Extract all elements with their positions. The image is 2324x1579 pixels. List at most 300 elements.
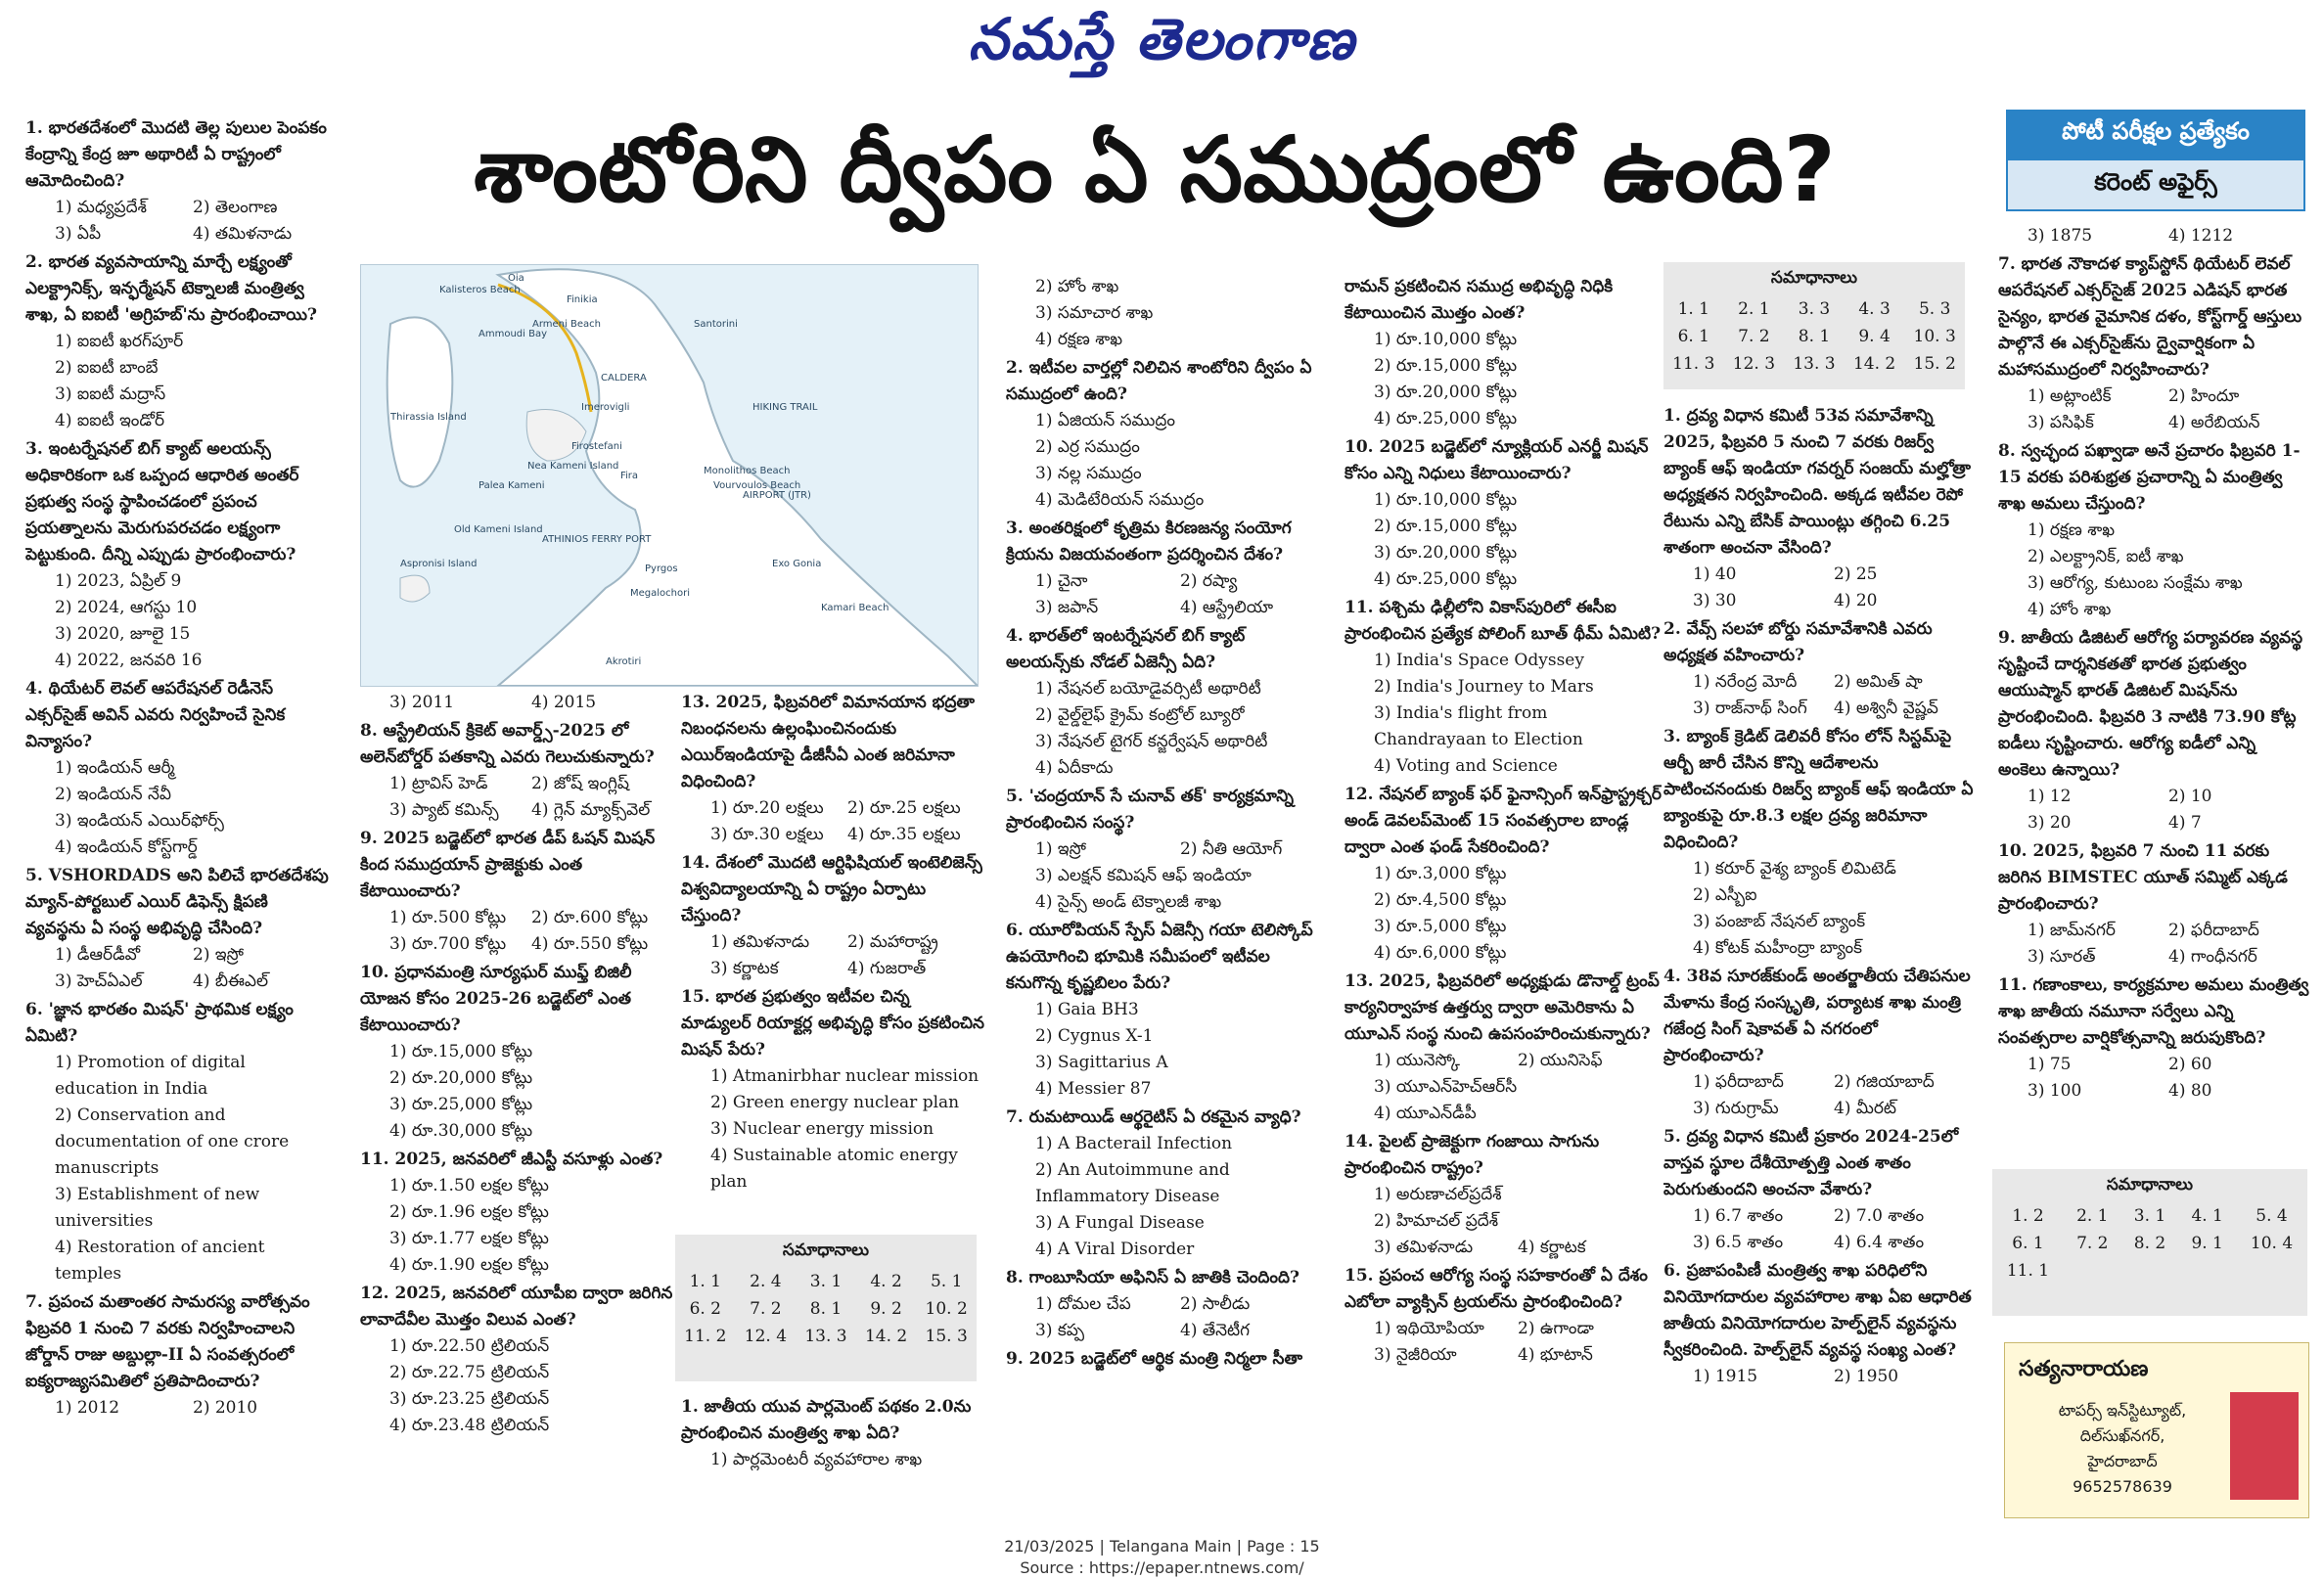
question-item xyxy=(1344,969,1662,1127)
question-item xyxy=(25,115,331,248)
option-text: 3) సూరత్ xyxy=(2028,947,2096,967)
option-text: 3) రూ.30 లక్షలు xyxy=(710,825,824,844)
answers-row xyxy=(1663,350,1965,378)
option-text: 2) 1950 xyxy=(1834,1367,1899,1386)
option-text: 3) 2020, జూలై 15 xyxy=(55,624,191,644)
masthead: నమస్తే తెలంగాణ xyxy=(968,6,1356,72)
option-text: 2) ఉగాండా xyxy=(1518,1319,1594,1338)
option-text: 1) మధ్యప్రదేశ్ xyxy=(55,198,147,217)
option-text: 2) సాలీడు xyxy=(1180,1294,1251,1314)
question-text: 11. 2025, జనవరిలో జీఎస్టీ వసూళ్లు ఎంత? xyxy=(360,1150,663,1169)
option-text: 3) 100 xyxy=(2028,1081,2082,1101)
option-text: 4) 2022, జనవరి 16 xyxy=(55,651,203,670)
answer-cell: 6. 1 xyxy=(2012,1234,2044,1253)
option-row xyxy=(681,956,984,982)
question-text: 8. ఆస్ట్రేలియన్ క్రికెట్ అవార్డ్స్-2025 లో అలెన్‌బోర్డర్ పతకాన్ని ఎవరు గెలుచుకున్నారు? xyxy=(360,721,655,767)
answer-cell: 13. 3 xyxy=(804,1327,847,1346)
option-row xyxy=(1663,669,1975,696)
column-3-bottom xyxy=(681,1394,984,1492)
option-row xyxy=(1998,918,2309,944)
option-row xyxy=(25,942,331,969)
author-institute: టాపర్స్ ఇన్‌స్టిట్యూట్, xyxy=(2058,1401,2187,1420)
map-label: Kamari Beach xyxy=(821,603,889,613)
question-text: 14. దేశంలో మొదటి ఆర్టిఫిషియల్ ఇంటెలిజెన్స్ విశ్వవిద్యాలయాన్ని ఏ రాష్ట్రం ఏర్పాటు చేస్తుంది? xyxy=(681,853,982,925)
option-text: 1) India's Space Odyssey xyxy=(1374,651,1584,670)
option-row xyxy=(1998,410,2309,436)
option-text: 2) యునిసెఫ్ xyxy=(1518,1051,1603,1070)
question-item xyxy=(1006,623,1325,782)
option-text: 2) రూ.20,000 కోట్లు xyxy=(389,1068,533,1088)
option-row xyxy=(1344,1316,1662,1342)
option-text: 2) An Autoimmune and Inflammatory Disease xyxy=(1035,1160,1230,1206)
answer-cell: 8. 1 xyxy=(1798,327,1831,346)
option-text: 1) 12 xyxy=(2028,787,2072,806)
question-text: 15. ప్రపంచ ఆరోగ్య సంస్థ సహకారంతో ఏ దేశం ఎబోలా వ్యాక్సిన్ ట్రయల్‌ను ప్రారంభించింది? xyxy=(1344,1266,1648,1312)
map-label: Imerovigli xyxy=(581,402,630,413)
map-label: HIKING TRAIL xyxy=(752,402,818,413)
footer-date-page: 21/03/2025 | Telangana Main | Page : 15 xyxy=(1004,1537,1320,1556)
option-text: 1) పార్లమెంటరీ వ్యవహారాల శాఖ xyxy=(710,1450,923,1469)
option-row xyxy=(1663,1096,1975,1122)
option-text: 1) 1915 xyxy=(1693,1367,1758,1386)
map-label: Vourvoulos Beach xyxy=(713,480,801,491)
option-text: 3) 30 xyxy=(1693,591,1737,610)
option-text: 3) తమిళనాడు xyxy=(1374,1238,1474,1257)
option-text: 2) 10 xyxy=(2168,787,2212,806)
option-text: 2) ఎస్బీఐ xyxy=(1693,885,1757,905)
question-text: 11. గణాంకాలు, కార్యక్రమాల అమలు మంత్రిత్వ శాఖ జాతీయ నమూనా సర్వేలు ఎన్ని సంవత్సరాల వార్షికోత్సవాన్ని జరుపుకొంది? xyxy=(1998,975,2309,1048)
option-text: 1) ఏజియన్ సముద్రం xyxy=(1035,411,1175,430)
option-text: 4) A Viral Disorder xyxy=(1035,1240,1195,1259)
option-text: 3) పసిఫిక్ xyxy=(2028,413,2094,432)
map-label: Armeni Beach xyxy=(532,319,601,330)
option-text: 2) మహారాష్ట్ర xyxy=(847,932,938,952)
map-label: AIRPORT (JTR) xyxy=(743,490,811,501)
option-text: 2) రూ.15,000 కోట్లు xyxy=(1374,356,1518,376)
option-text: 4) కోటక్ మహీంద్రా బ్యాంక్ xyxy=(1693,938,1863,958)
answer-cell: 4. 2 xyxy=(870,1272,902,1291)
option-text: 4) ఇండియన్ కోస్ట్‌గార్డ్ xyxy=(55,837,198,857)
option-text: 2) తెలంగాణ xyxy=(193,198,278,217)
option-text: 3) రూ.20,000 కోట్లు xyxy=(1374,543,1518,563)
answers-row xyxy=(1992,1202,2307,1230)
option-text: 3) పంజాబ్ నేషనల్ బ్యాంక్ xyxy=(1693,912,1866,931)
option-text: 1) అరుణాచల్‌ప్రదేశ్ xyxy=(1374,1185,1502,1204)
option-row xyxy=(1006,568,1325,595)
option-row xyxy=(1998,784,2309,810)
map-label: Old Kameni Island xyxy=(454,524,543,535)
option-text: 3) Sagittarius A xyxy=(1035,1053,1168,1072)
question-item xyxy=(1663,616,1975,722)
question-item xyxy=(1663,724,1975,962)
option-row xyxy=(360,690,673,716)
question-text: 5. VSHORDADS అని పిలిచే భారతదేశపు మ్యాన్-పోర్టబుల్ ఎయిర్ డిఫెన్స్ క్షిపణి వ్యవస్థను ఏ సంస్థ అభివృద్ధి చేసింది? xyxy=(25,866,329,938)
column-3 xyxy=(681,690,984,1218)
option-text: 3) కర్ణాటక xyxy=(710,959,779,978)
option-text: 3) 1875 xyxy=(2028,226,2093,246)
answer-cell: 3. 3 xyxy=(1798,299,1831,319)
option-text: 2) రూ.15,000 కోట్లు xyxy=(1374,517,1518,536)
question-item xyxy=(1998,625,2309,836)
option-text: 4) అశ్వినీ వైష్ణవ్ xyxy=(1834,699,1938,718)
option-text: 2) రూ.25 లక్షలు xyxy=(847,798,961,818)
answer-cell: 2. 1 xyxy=(1738,299,1770,319)
author-phone: 9652578639 xyxy=(2073,1477,2172,1496)
option-row xyxy=(25,969,331,995)
option-row xyxy=(1344,1342,1662,1369)
option-text: 2) 60 xyxy=(2168,1055,2212,1074)
question-item xyxy=(25,676,331,861)
option-text: 1) రూ.1.50 లక్షల కోట్లు xyxy=(389,1176,549,1196)
map-label: Exo Gonia xyxy=(772,559,822,569)
option-row xyxy=(681,822,984,848)
answers-row xyxy=(675,1268,977,1295)
question-item xyxy=(360,960,673,1145)
answer-cell: 12. 3 xyxy=(1732,354,1776,374)
question-item xyxy=(1006,355,1325,514)
option-row xyxy=(25,221,331,248)
answer-cell: 5. 3 xyxy=(1918,299,1951,319)
question-item xyxy=(1006,1265,1325,1344)
option-row xyxy=(1998,383,2309,410)
option-text: 1) అట్లాంటిక్ xyxy=(2028,386,2112,406)
option-text: 3) నేషనల్ టైగర్ కన్జర్వేషన్ అథారిటీ xyxy=(1035,732,1268,751)
map-label: Akrotiri xyxy=(606,656,642,667)
option-text: 3) India's flight from Chandrayaan to Election xyxy=(1374,703,1583,749)
answer-cell: 9. 2 xyxy=(870,1299,902,1319)
option-text: 3) నల్ల సముద్రం xyxy=(1035,464,1142,483)
option-text: 4) రూ.6,000 కోట్లు xyxy=(1374,943,1507,963)
option-text: 1) రూ.3,000 కోట్లు xyxy=(1374,864,1507,883)
option-text: 2) 25 xyxy=(1834,564,1878,584)
option-text: 3) Nuclear energy mission xyxy=(710,1119,934,1139)
question-item xyxy=(681,984,984,1196)
option-text: 2) హిమాచల్ ప్రదేశ్ xyxy=(1374,1211,1499,1231)
option-text: 4) ఐఐటీ ఇండోర్ xyxy=(55,411,165,430)
option-text: 1) ఇస్రో xyxy=(1035,839,1086,859)
map-label: Ammoudi Bay xyxy=(478,329,547,339)
option-text: 1) తమిళనాడు xyxy=(710,932,810,952)
option-text: 2) ఇండియన్ నేవీ xyxy=(55,785,171,804)
author-area: దిల్‌సుఖ్‌నగర్, xyxy=(2079,1426,2165,1445)
option-text: 3) Establishment of new universities xyxy=(55,1185,260,1231)
answer-cell: 9. 4 xyxy=(1858,327,1891,346)
answer-cell: 15. 3 xyxy=(925,1327,968,1346)
option-text: 2) రష్యా xyxy=(1180,571,1238,591)
option-text: 4) 7 xyxy=(2168,813,2202,833)
option-text: 2) హోం శాఖ xyxy=(1035,277,1119,296)
answer-cell: 10. 2 xyxy=(925,1299,968,1319)
santorini-map-graphic xyxy=(361,265,978,686)
option-row xyxy=(1663,1364,1975,1390)
answer-cell xyxy=(2236,1257,2307,1285)
question-item xyxy=(360,826,673,958)
option-text: 2) ఐఐటీ బాంబే xyxy=(55,358,159,378)
answer-cell: 5. 4 xyxy=(2256,1206,2288,1226)
option-text: 1) Gaia BH3 xyxy=(1035,1000,1139,1019)
answers-title: సమాధానాలు xyxy=(2106,1175,2194,1195)
option-text: 1) ట్రావిస్ హెడ్ xyxy=(389,774,488,793)
question-text: 12. నేషనల్ బ్యాంక్ ఫర్ ఫైనాన్సింగ్ ఇన్‌ఫ్రాస్ట్రక్చర్ అండ్ డెవలప్‌మెంట్ 15 సంవత్సరాల బాండ్ల ద్వారా ఎంత ఫండ్ సేకరించింది? xyxy=(1344,785,1662,857)
option-text: 3) జపాన్ xyxy=(1035,598,1099,617)
question-text: 6. యూరోపియన్ స్పేస్ ఏజెన్సీ గయా టెలిస్కోప్ ఉపయోగించి భూమికి సమీపంలో ఇటీవల కనుగొన్న కృష్ణబిలం పేరు? xyxy=(1006,921,1313,993)
author-name: సత్యనారాయణ xyxy=(2019,1357,2149,1381)
option-text: 1) చైనా xyxy=(1035,571,1088,591)
question-text: 10. 2025, ఫిబ్రవరి 7 నుంచి 11 వరకు జరిగిన BIMSTEC యూత్ సమ్మిట్ ఎక్కడ ప్రారంభించారు? xyxy=(1998,841,2288,914)
question-text: 6. ప్రజాపంపిణీ మంత్రిత్వ శాఖ పరిధిలోని వినియోగదారుల వ్యవహారాల శాఖ ఏఐ ఆధారిత జాతీయ వినియోగదారుల హెల్ప్‌లైన్ వ్యవస్థను స్వీకరించింది. హెల్ప్‌లైన్ వ్యవస్థ సంఖ్య ఎంత? xyxy=(1663,1261,1972,1360)
option-text: 4) రూ.23.48 ట్రిలియన్ xyxy=(389,1416,550,1435)
option-text: 3) ప్యాట్ కమిన్స్ xyxy=(389,800,499,820)
question-text: 4. భారత్‌లో ఇంటర్నేషనల్ బిగ్ క్యాట్ అలయన్స్‌కు నోడల్ ఏజెన్సీ ఏది? xyxy=(1006,626,1246,672)
map-label: Monolithos Beach xyxy=(704,466,791,476)
option-text: 1) A Bacterail Infection xyxy=(1035,1134,1233,1153)
option-text: 2) ఇస్రో xyxy=(193,945,244,965)
author-info xyxy=(2015,1398,2230,1500)
option-text: 2) Conservation and documentation of one crore manuscripts xyxy=(55,1105,290,1178)
question-item xyxy=(1663,1258,1975,1390)
question-text: 7. భారత నౌకాదళ క్యాప్‌స్టోన్ థియేటర్ లెవల్ ఆపరేషనల్ ఎక్సర్‌సైజ్ 2025 ఎడిషన్ భారత సైన్యం, భారత వైమానిక దళం, కోస్ట్‌గార్డ్ ఆస్తులు పాల్గొనే ఈ ఎక్సర్‌సైజ్‌ను ద్వైవార్షికంగా ఏ మహాసముద్రంలో నిర్వహించారు? xyxy=(1998,254,2302,380)
option-text: 4) సైన్స్ అండ్ టెక్నాలజీ శాఖ xyxy=(1035,892,1222,912)
question-item xyxy=(1998,838,2309,970)
question-text: 13. 2025, ఫిబ్రవరిలో అధ్యక్షుడు డొనాల్డ్ ట్రంప్ కార్యనిర్వాహక ఉత్తర్వు ద్వారా అమెరికాను ఏ యూఎన్ సంస్థ నుంచి ఉపసంహరించుకున్నారు? xyxy=(1344,971,1660,1044)
option-text: 4) రూ.1.90 లక్షల కోట్లు xyxy=(389,1255,549,1275)
map-label: Finikia xyxy=(567,294,598,305)
option-text: 4) గ్లెన్ మ్యాక్స్‌వెల్ xyxy=(531,800,651,820)
option-text: 2) వైల్డ్‌లైఫ్ క్రైమ్ కంట్రోల్ బ్యూరో xyxy=(1035,705,1245,725)
thirassia-island xyxy=(387,317,453,486)
option-text: 1) ఇండియన్ ఆర్మీ xyxy=(55,758,175,778)
map-label: Palea Kameni xyxy=(478,480,545,491)
nea-kameni-island xyxy=(526,410,586,462)
option-text: 4) మెడిటేరియన్ సముద్రం xyxy=(1035,490,1205,510)
question-text: 5. ద్రవ్య విధాన కమిటీ ప్రకారం 2024-25లో వాస్తవ స్థూల దేశీయోత్పత్తి ఎంత శాతం పెరుగుతుందని అంచనా వేశారు? xyxy=(1663,1127,1959,1199)
column-1 xyxy=(25,115,331,1487)
option-text: 2) నీతి ఆయోగ్ xyxy=(1180,839,1283,859)
question-text: 12. 2025, జనవరిలో యూపీఐ ద్వారా జరిగిన లావాదేవీల మొత్తం విలువ ఎంత? xyxy=(360,1284,673,1330)
column-7 xyxy=(1998,223,2309,1154)
answer-cell: 11. 3 xyxy=(1672,354,1715,374)
question-text: 2. వేవ్స్ సలహా బోర్డు సమావేశానికి ఎవరు అధ్యక్షత వహించారు? xyxy=(1663,619,1933,665)
question-text: 10. ప్రధానమంత్రి సూర్యఘర్ ముఫ్త్ బిజిలీ యోజన కోసం 2025-26 బడ్జెట్‌లో ఎంత కేటాయించారు? xyxy=(360,963,632,1035)
answer-cell: 1. 1 xyxy=(689,1272,722,1291)
question-item xyxy=(360,690,673,716)
question-item xyxy=(1006,274,1325,353)
question-item xyxy=(360,1147,673,1279)
option-row xyxy=(1998,223,2309,249)
answer-cell: 2. 4 xyxy=(750,1272,782,1291)
author-photo xyxy=(2230,1392,2299,1500)
answers-box-3 xyxy=(1992,1169,2307,1316)
option-text: 3) రూ.700 కోట్లు xyxy=(389,934,507,954)
option-row xyxy=(360,797,673,824)
question-item xyxy=(681,850,984,982)
map-label: Fira xyxy=(620,471,639,481)
option-text: 4) Restoration of ancient temples xyxy=(55,1238,265,1284)
option-text: 3) హెచ్ఏఎల్ xyxy=(55,971,143,991)
option-text: 3) 2011 xyxy=(389,693,455,712)
footer-source: Source : https://epaper.ntnews.com/ xyxy=(1020,1558,1304,1577)
option-text: 2) గజియాబాద్ xyxy=(1834,1072,1935,1092)
option-row xyxy=(1998,944,2309,970)
section-tag xyxy=(2006,110,2305,211)
question-item xyxy=(681,1394,984,1473)
map-label: CALDERA xyxy=(601,373,647,383)
option-text: 4) రూ.35 లక్షలు xyxy=(847,825,961,844)
question-item xyxy=(1998,972,2309,1105)
question-item xyxy=(1344,782,1662,967)
option-text: 2) 7.0 శాతం xyxy=(1834,1206,1925,1226)
option-row xyxy=(1663,696,1975,722)
option-row xyxy=(25,1395,331,1421)
answer-cell: 8. 1 xyxy=(809,1299,843,1319)
option-text: 2) ఎర్ర సముద్రం xyxy=(1035,437,1140,457)
question-text: 6. 'జ్ఞాన భారతం మిషన్' ప్రాథమిక లక్ష్యం ఏమిటి? xyxy=(25,1000,294,1046)
option-text: 3) రూ.1.77 లక్షల కోట్లు xyxy=(389,1229,549,1248)
question-text: 3. బ్యాంక్ క్రెడిట్ డెలివరీ కోసం లోన్ సిస్టమ్‌పై ఆర్బీ జారీ చేసిన కొన్ని ఆదేశాలను పాటించనందుకు రిజర్వ్ బ్యాంక్ ఆఫ్ ఇండియా ఏ బ్యాంకుపై రూ.8.3 లక్షల ద్రవ్య జరిమానా విధించింది? xyxy=(1663,727,1974,852)
option-text: 1) Promotion of digital education in India xyxy=(55,1053,246,1099)
question-item xyxy=(681,690,984,848)
answers-box-2 xyxy=(1663,262,1965,389)
option-text: 2) 2010 xyxy=(193,1398,258,1418)
option-text: 1) నేషనల్ బయోడైవర్సిటీ అథారిటీ xyxy=(1035,679,1261,699)
option-text: 3) కప్ప xyxy=(1035,1321,1084,1340)
option-text: 4) రూ.25,000 కోట్లు xyxy=(1374,569,1518,589)
option-text: 1) 75 xyxy=(2028,1055,2072,1074)
option-text: 1) 2012 xyxy=(55,1398,120,1418)
question-item xyxy=(1663,403,1975,614)
option-text: 1) కరూర్ వైశ్య బ్యాంక్ లిమిటెడ్ xyxy=(1693,859,1896,879)
answer-cell: 9. 1 xyxy=(2191,1234,2223,1253)
question-item xyxy=(25,997,331,1287)
map-label: ATHINIOS FERRY PORT xyxy=(542,534,652,545)
option-text: 3) రాజ్‌నాథ్ సింగ్ xyxy=(1693,699,1807,718)
option-text: 4) మీరట్ xyxy=(1834,1099,1897,1118)
option-text: 3) 6.5 శాతం xyxy=(1693,1233,1784,1252)
question-item xyxy=(1998,223,2309,249)
question-item xyxy=(1006,918,1325,1103)
option-text: 1) యునెస్కో xyxy=(1374,1051,1460,1070)
option-text: 4) బీఈఎల్ xyxy=(193,971,268,991)
column-4 xyxy=(1006,274,1325,1487)
section-tag-line2: కరెంట్ అఫైర్స్ xyxy=(2006,158,2305,211)
question-text: 4. థియేటర్ లెవల్ ఆపరేషనల్ రెడీనెస్ ఎక్సర్‌సైజ్ అవిన్ ఎవరు నిర్వహించే సైనిక విన్యాసం? xyxy=(25,679,286,751)
answers-row xyxy=(1992,1257,2307,1285)
question-item xyxy=(1663,964,1975,1122)
option-text: 1) రూ.10,000 కోట్లు xyxy=(1374,330,1518,349)
question-item xyxy=(25,249,331,434)
answer-cell: 5. 1 xyxy=(930,1272,963,1291)
answer-cell: 3. 1 xyxy=(809,1272,843,1291)
santorini-map xyxy=(360,264,979,687)
option-text: 1) నరేంద్ర మోదీ xyxy=(1693,672,1798,692)
option-text: 4) Messier 87 xyxy=(1035,1079,1152,1099)
option-text: 1) Atmanirbhar nuclear mission xyxy=(710,1066,980,1086)
question-item xyxy=(1006,784,1325,916)
option-text: 3) సమాచార శాఖ xyxy=(1035,303,1154,323)
question-text: 3. అంతరిక్షంలో కృత్రిమ కిరణజన్య సంయోగ క్రియను విజయవంతంగా ప్రదర్శించిన దేశం? xyxy=(1006,519,1292,564)
option-text: 1) ఇథియోపియా xyxy=(1374,1319,1484,1338)
answers-title: సమాధానాలు xyxy=(1770,268,1858,288)
question-text: 9. జాతీయ డిజిటల్ ఆరోగ్య పర్యావరణ వ్యవస్థ సృష్టించే దార్శనికతతో భారత ప్రభుత్వం ఆయుష్మాన్ భారత్ డిజిటల్ మిషన్‌ను ప్రారంభించింది. ఫిబ్రవరి 3 నాటికి 73.90 కోట్ల ఐడీలు సృష్టించారు. ఆరోగ్య ఐడీలో ఎన్ని అంకెలు ఉన్నాయి? xyxy=(1998,628,2303,780)
question-text: 15. భారత ప్రభుత్వం ఇటీవల చిన్న మాడ్యులర్ రియాక్టర్ల అభివృద్ధి కోసం ప్రకటించిన మిషన్ పేరు? xyxy=(681,987,984,1060)
column-2 xyxy=(360,690,673,1487)
option-text: 3) ఏపీ xyxy=(55,224,102,244)
option-text: 1) రూ.15,000 కోట్లు xyxy=(389,1042,533,1061)
option-text: 4) భూటాన్ xyxy=(1518,1345,1593,1365)
map-label: Nea Kameni Island xyxy=(527,461,619,472)
question-item xyxy=(1344,434,1662,593)
question-item xyxy=(1998,251,2309,436)
santorini-main-island xyxy=(498,269,978,686)
option-text: 1) జామ్‌నగర్ xyxy=(2028,921,2116,940)
question-item xyxy=(1006,1346,1325,1373)
option-text: 2) Green energy nuclear plan xyxy=(710,1093,960,1112)
question-text: 8. స్వచ్ఛంద పఖ్వాడా అనే ప్రచారం ఫిబ్రవరి 1-15 వరకు పరిశుభ్రత ప్రచారాన్ని ఏ మంత్రిత్వ శాఖ అమలు చేస్తుంది? xyxy=(1998,441,2301,514)
question-item xyxy=(1344,1263,1662,1369)
headline: శాంటోరిని ద్వీపం ఏ సముద్రంలో ఉంది? xyxy=(474,117,1836,222)
option-text: 2) రూ.22.75 ట్రిలియన్ xyxy=(389,1363,550,1382)
answers-title: సమాధానాలు xyxy=(782,1241,870,1260)
option-text: 4) రూ.30,000 కోట్లు xyxy=(389,1121,533,1141)
option-text: 1) రూ.20 లక్షలు xyxy=(710,798,824,818)
question-text: 7. రుమటాయిడ్ ఆర్థరైటిస్ ఏ రకమైన వ్యాధి? xyxy=(1006,1107,1301,1127)
option-text: 4) ఆస్ట్రేలియా xyxy=(1180,598,1274,617)
map-label: Aspronisi Island xyxy=(400,559,478,569)
question-item xyxy=(25,436,331,674)
option-text: 2) రూ.1.96 లక్షల కోట్లు xyxy=(389,1202,549,1222)
option-text: 4) గుజరాత్ xyxy=(847,959,927,978)
option-text: 2) 2024, ఆగస్టు 10 xyxy=(55,598,198,617)
question-text: 1. భారతదేశంలో మొదటి తెల్ల పులుల పెంపకం కేంద్రాన్ని కేంద్ర జూ అథారిటీ ఏ రాష్ట్రంలో ఆమోదించింది? xyxy=(25,118,327,191)
answer-cell: 8. 2 xyxy=(2133,1234,2166,1253)
option-text: 1) ఫరీదాబాద్ xyxy=(1693,1072,1784,1092)
option-text: 2) రూ.4,500 కోట్లు xyxy=(1374,890,1507,910)
option-row xyxy=(1663,1203,1975,1230)
option-text: 3) రూ.25,000 కోట్లు xyxy=(389,1095,533,1114)
option-row xyxy=(1663,1230,1975,1256)
answer-cell: 11. 2 xyxy=(684,1327,727,1346)
option-text: 4) Sustainable atomic energy plan xyxy=(710,1146,958,1192)
option-text: 4) 80 xyxy=(2168,1081,2212,1101)
footer xyxy=(0,1536,2324,1579)
option-text: 4) కర్ణాటక xyxy=(1518,1238,1586,1257)
answers-row xyxy=(675,1295,977,1323)
option-text: 4) 1212 xyxy=(2168,226,2234,246)
answer-cell: 3. 1 xyxy=(2133,1206,2166,1226)
question-item xyxy=(1344,274,1662,432)
question-text: రామన్ ప్రకటించిన సముద్ర అభివృద్ధి నిధికి కేటాయించిన మొత్తం ఎంత? xyxy=(1344,277,1614,323)
question-text: 10. 2025 బడ్జెట్‌లో న్యూక్లియర్ ఎనర్జీ మిషన్ కోసం ఎన్ని నిధులు కేటాయించారు? xyxy=(1344,437,1649,483)
option-row xyxy=(1663,588,1975,614)
option-text: 1) 6.7 శాతం xyxy=(1693,1206,1784,1226)
option-text: 4) తమిళనాడు xyxy=(193,224,293,244)
option-text: 1) రక్షణ శాఖ xyxy=(2028,520,2116,540)
option-row xyxy=(1006,595,1325,621)
column-6 xyxy=(1663,403,1975,1487)
question-item xyxy=(1006,516,1325,621)
option-row xyxy=(1998,1052,2309,1078)
column-5 xyxy=(1344,274,1662,1487)
answer-cell: 4. 3 xyxy=(1858,299,1891,319)
question-text: 2. భారత వ్యవసాయాన్ని మార్చే లక్ష్యంతో ఎలక్ట్రానిక్స్, ఇన్ఫర్మేషన్ టెక్నాలజీ మంత్రిత్వ శాఖ, ఏ ఐఐటీ 'అగ్రిహబ్'ను ప్రారంభించాయి? xyxy=(25,252,317,325)
author-box xyxy=(2004,1342,2309,1518)
option-text: 1) రూ.10,000 కోట్లు xyxy=(1374,490,1518,510)
answers-row xyxy=(1992,1230,2307,1257)
option-text: 4) రూ.25,000 కోట్లు xyxy=(1374,409,1518,429)
option-text: 4) అరేబియన్ xyxy=(2168,413,2260,432)
option-row xyxy=(25,195,331,221)
aspronisi-island xyxy=(400,575,430,602)
